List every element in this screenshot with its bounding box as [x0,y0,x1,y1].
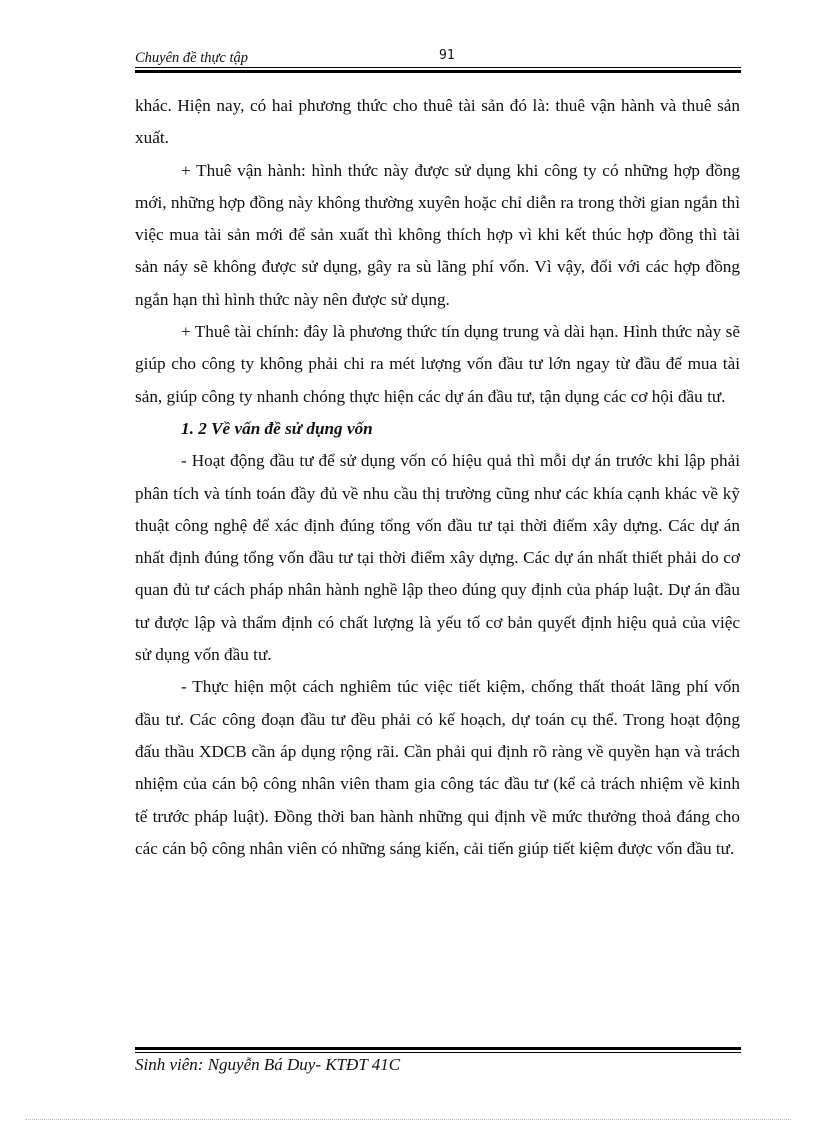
page-number: 91 [439,48,455,63]
paragraph-financial-lease: + Thuê tài chính: đây là phương thức tín dụng trung và dài hạn. Hình thức này sẽ giúp cho công ty không phải chi ra mét lượng vốn đầu tư lớn ngay từ đầu để mua tài sản, giúp công ty nhanh chóng thực hiện các dự án đầu tư, tận dụng các cơ hội đầu tư. [135,322,740,406]
page-edge-divider [25,1119,791,1120]
document-body [135,90,740,865]
header-rule [135,67,741,73]
footer-author: Sinh viên: Nguyễn Bá Duy- KTĐT 41C [135,1055,401,1074]
paragraph-operating-lease: + Thuê vận hành: hình thức này được sử dụng khi công ty có những hợp đồng mới, những hợp đồng này không thường xuyên hoặc chỉ diễn ra trong thời gian ngắn thì việc mua tài sản mới để sản xuất thì không thích hợp vì khi kết thúc hợp đồng thì tài sản náy sẽ không được sử dụng, gây ra sù lãng phí vốn. Vì vậy, đối với các hợp đồng ngắn hạn thì hình thức này nên được sử dụng. [135,160,740,309]
section-heading: 1. 2 Về vấn đề sử dụng vốn [181,418,373,438]
footer-rule [135,1047,741,1053]
paragraph-cost-saving: - Thực hiện một cách nghiêm túc việc tiết kiệm, chống thất thoát lãng phí vốn đầu tư. Các công đoạn đầu tư đều phải có kế hoạch, dự toán cụ thể. Trong hoạt động đấu thầu XDCB cần áp dụng rộng rãi. Cần phải qui định rõ ràng về quyền hạn và trách nhiệm của cán bộ công nhân viên tham gia công tác đầu tư (kể cả trách nhiệm về kinh tế trước pháp luật). Đồng thời ban hành những qui định về mức thưởng thoả đáng cho các cán bộ công nhân viên có những sáng kiến, cải tiến giúp tiết kiệm được vốn đầu tư. [135,677,740,858]
paragraph-investment-analysis: - Hoạt động đầu tư để sử dụng vốn có hiệu quả thì mỗi dự án trước khi lập phải phân tích và tính toán đầy đủ về nhu cầu thị trường cũng như các khía cạnh khác về kỹ thuật công nghệ để xác định đúng tổng vốn đầu tư tại thời điểm xây dựng. Các dự án nhất định đúng tổng vốn đầu tư tại thời điểm xây dựng. Các dự án nhất thiết phải do cơ quan đủ tư cách pháp nhân hành nghề lập theo đúng quy định của pháp luật. Dự án đầu tư được lập và thẩm định có chất lượng là yếu tố cơ bản quyết định hiệu quả của việc sử dụng vốn đầu tư. [135,451,740,665]
header-title: Chuyên đề thực tập [135,50,249,66]
paragraph-continuation: khác. Hiện nay, có hai phương thức cho thuê tài sản đó là: thuê vận hành và thuê sản xuất. [135,96,740,148]
